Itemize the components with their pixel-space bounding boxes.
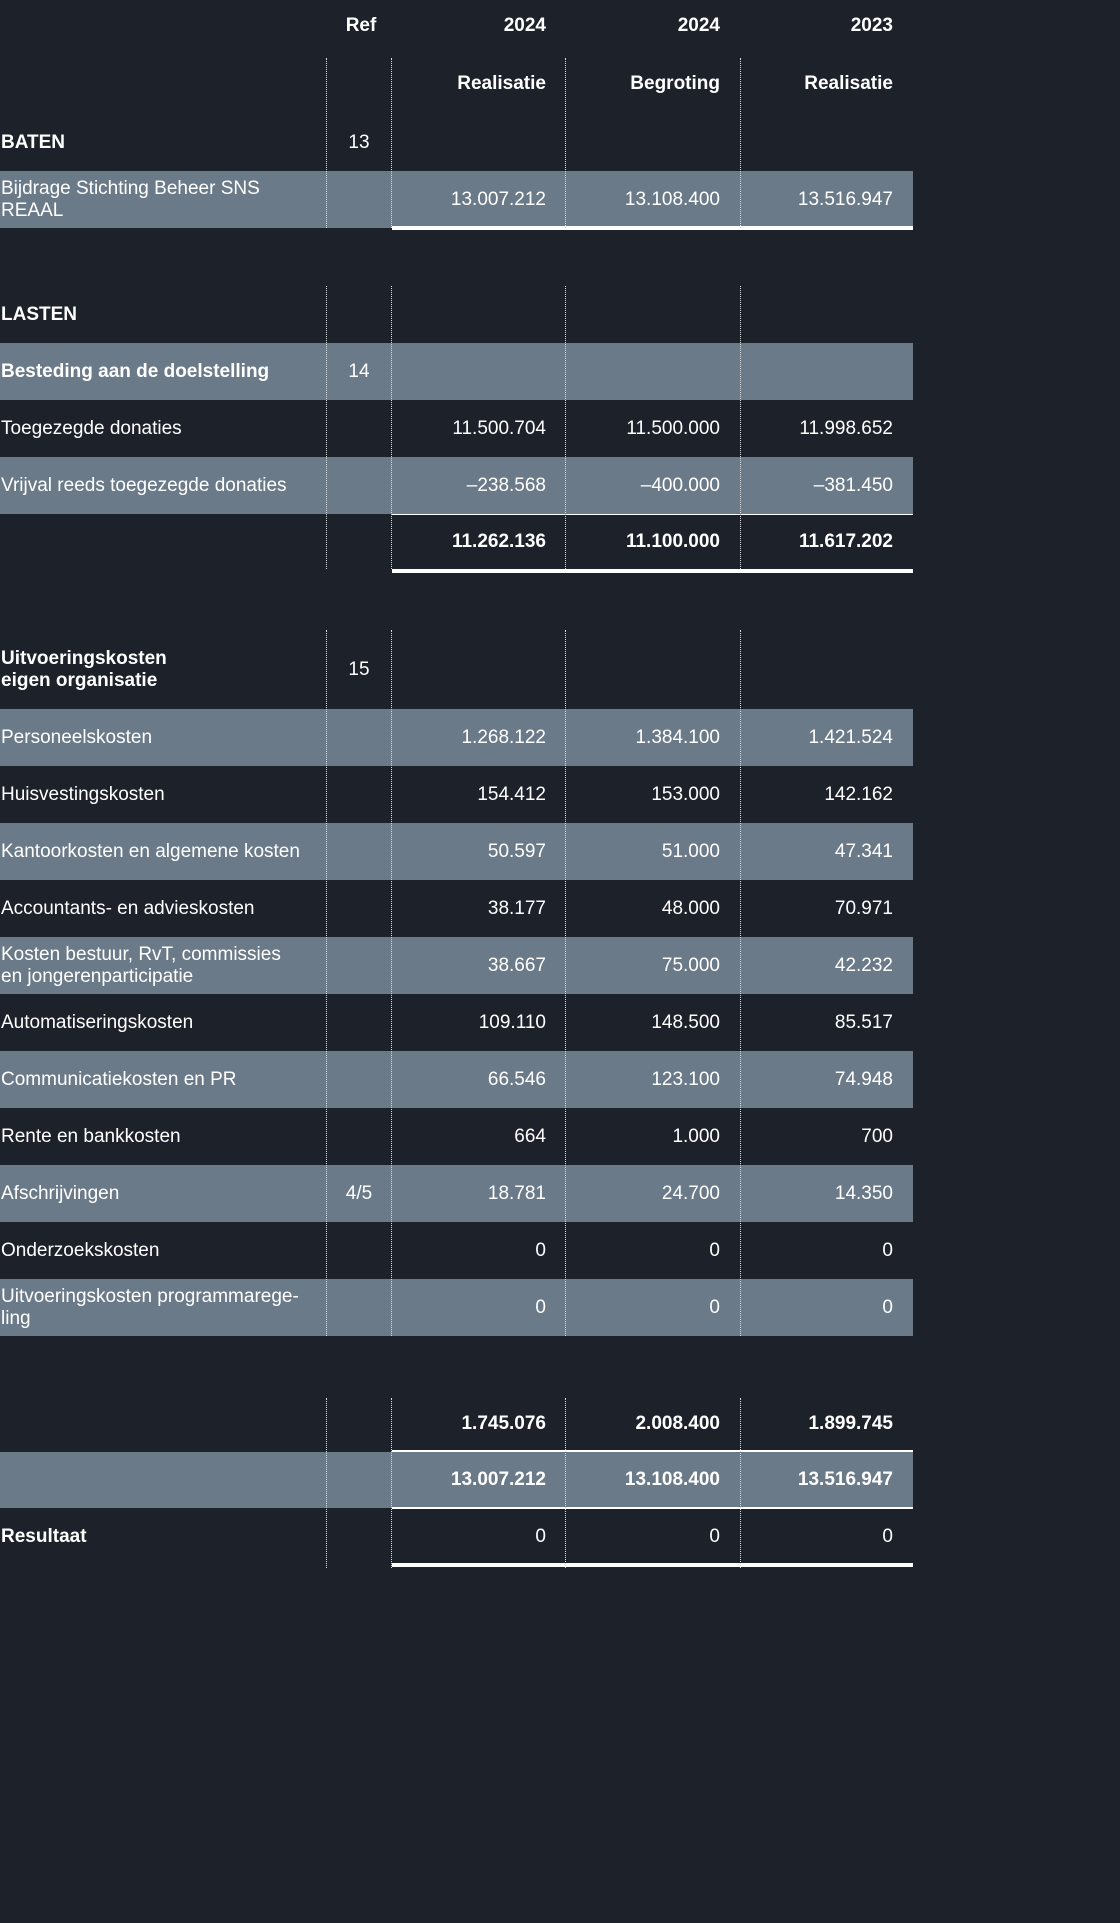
row-ref bbox=[326, 937, 392, 994]
value-2024-realisatie: 1.268.122 bbox=[461, 726, 546, 748]
value-2023-realisatie: 70.971 bbox=[834, 897, 893, 919]
row-label: Accountants- en advieskosten bbox=[1, 897, 255, 919]
value-2023-realisatie: 142.162 bbox=[824, 783, 893, 805]
table-row bbox=[0, 1108, 913, 1165]
header-year-2: 2024 bbox=[677, 15, 720, 36]
uitvoering-title-line-1: Uitvoeringskosten bbox=[1, 647, 167, 669]
besteding-title: Besteding aan de doelstelling bbox=[1, 360, 270, 382]
value-2024-begroting: 153.000 bbox=[651, 783, 720, 805]
value-2023-realisatie: 0 bbox=[882, 1239, 893, 1261]
lasten-heading-row bbox=[0, 286, 913, 343]
uitvoering-title-line-2: eigen organisatie bbox=[1, 669, 158, 691]
header-type-row bbox=[0, 58, 913, 110]
column-divider bbox=[740, 286, 741, 569]
column-divider bbox=[565, 630, 566, 1336]
value-2024-begroting: 75.000 bbox=[661, 954, 720, 976]
table-row bbox=[0, 1279, 913, 1336]
column-divider bbox=[391, 58, 392, 228]
value-2023-realisatie: –381.450 bbox=[813, 474, 893, 496]
value-2024-begroting: 1.384.100 bbox=[635, 726, 720, 748]
row-label-line-2: en jongerenparticipatie bbox=[1, 965, 194, 987]
lasten-total-2023-realisatie: 13.516.947 bbox=[797, 1469, 893, 1490]
value-2024-realisatie: 13.007.212 bbox=[450, 188, 546, 210]
row-label: Toegezegde donaties bbox=[1, 417, 182, 439]
column-divider bbox=[326, 630, 327, 1336]
table-row bbox=[0, 937, 913, 994]
value-2024-begroting: 0 bbox=[709, 1296, 720, 1318]
value-2024-begroting: 48.000 bbox=[661, 897, 720, 919]
value-2024-begroting: 0 bbox=[709, 1239, 720, 1261]
table-row bbox=[0, 823, 913, 880]
table-row bbox=[0, 1051, 913, 1108]
row-ref bbox=[326, 766, 392, 823]
value-2024-begroting: 24.700 bbox=[661, 1182, 720, 1204]
resultaat-2024-begroting: 0 bbox=[709, 1526, 720, 1547]
besteding-ref: 14 bbox=[348, 360, 370, 382]
row-label: Kantoorkosten en algemene kosten bbox=[1, 840, 300, 862]
column-divider bbox=[740, 1398, 741, 1568]
row-label-line-2: ling bbox=[1, 1307, 31, 1329]
column-divider bbox=[326, 1398, 327, 1568]
baten-ref: 13 bbox=[348, 131, 370, 153]
table-row bbox=[0, 1165, 913, 1222]
uitvoering-heading-row bbox=[0, 630, 913, 709]
value-2024-realisatie: 109.110 bbox=[478, 1011, 546, 1033]
besteding-total-row bbox=[0, 515, 913, 569]
value-2023-realisatie: 11.998.652 bbox=[799, 417, 893, 439]
row-ref bbox=[326, 823, 392, 880]
subtotal-2023-realisatie: 1.899.745 bbox=[808, 1413, 893, 1434]
header-years-row bbox=[0, 0, 913, 52]
value-2023-realisatie: 0 bbox=[882, 1296, 893, 1318]
table-row bbox=[0, 880, 913, 937]
value-2023-realisatie: 700 bbox=[861, 1125, 893, 1147]
value-2024-begroting: –400.000 bbox=[640, 474, 720, 496]
row-ref bbox=[326, 994, 392, 1051]
row-label: Vrijval reeds toegezegde donaties bbox=[1, 474, 287, 496]
row-label: Bijdrage Stichting Beheer SNS REAAL bbox=[1, 177, 260, 221]
row-label: Onderzoekskosten bbox=[1, 1239, 160, 1261]
resultaat-rule bbox=[392, 1563, 913, 1567]
value-2024-begroting: 1.000 bbox=[672, 1125, 720, 1147]
table-row bbox=[0, 400, 913, 457]
value-2024-realisatie: –238.568 bbox=[466, 474, 546, 496]
row-ref bbox=[326, 1222, 392, 1279]
value-2023-realisatie: 13.516.947 bbox=[797, 188, 893, 210]
column-divider bbox=[391, 1398, 392, 1568]
row-label: Afschrijvingen bbox=[1, 1182, 120, 1204]
table-row bbox=[0, 1222, 913, 1279]
besteding-heading-row bbox=[0, 343, 913, 400]
column-divider bbox=[391, 630, 392, 1336]
value-2023-realisatie: 47.341 bbox=[834, 840, 893, 862]
subtotal-2024-begroting: 2.008.400 bbox=[635, 1413, 720, 1434]
lasten-title: LASTEN bbox=[1, 303, 77, 325]
value-2023-realisatie: 1.421.524 bbox=[808, 726, 893, 748]
row-ref bbox=[326, 1279, 392, 1336]
column-divider bbox=[565, 286, 566, 569]
table-row bbox=[0, 171, 913, 228]
row-label: Personeelskosten bbox=[1, 726, 153, 748]
row-label-line-1: Uitvoeringskosten programmarege- bbox=[1, 1285, 299, 1307]
header-ref: Ref bbox=[345, 15, 377, 36]
row-label bbox=[0, 937, 326, 994]
row-label: Huisvestingskosten bbox=[1, 783, 165, 805]
subtotal-2024-realisatie: 1.745.076 bbox=[461, 1413, 546, 1434]
column-divider bbox=[326, 286, 327, 569]
value-2024-realisatie: 0 bbox=[535, 1296, 546, 1318]
row-ref bbox=[326, 880, 392, 937]
resultaat-label: Resultaat bbox=[1, 1526, 87, 1547]
lasten-total-row bbox=[0, 1452, 913, 1508]
value-2023-realisatie: 74.948 bbox=[834, 1068, 893, 1090]
baten-title: BATEN bbox=[1, 131, 66, 153]
value-2024-begroting: 123.100 bbox=[651, 1068, 720, 1090]
row-ref: 4/5 bbox=[345, 1182, 373, 1204]
value-2024-begroting: 11.500.000 bbox=[626, 417, 720, 439]
row-ref bbox=[326, 709, 392, 766]
value-2024-realisatie: 18.781 bbox=[487, 1182, 546, 1204]
value-2024-realisatie: 66.546 bbox=[487, 1068, 546, 1090]
lasten-total-rule-bottom bbox=[392, 1507, 913, 1509]
table-row bbox=[0, 994, 913, 1051]
value-2024-realisatie: 0 bbox=[535, 1239, 546, 1261]
row-ref bbox=[326, 1108, 392, 1165]
column-divider bbox=[326, 58, 327, 228]
column-divider bbox=[740, 58, 741, 228]
row-label: Communicatiekosten en PR bbox=[1, 1068, 237, 1090]
uitvoering-ref: 15 bbox=[348, 658, 370, 680]
column-divider bbox=[565, 1398, 566, 1568]
header-year-3: 2023 bbox=[850, 15, 893, 36]
column-divider bbox=[740, 630, 741, 1336]
header-sub-1: Realisatie bbox=[457, 73, 546, 94]
table-row bbox=[0, 766, 913, 823]
value-2024-realisatie: 664 bbox=[514, 1125, 546, 1147]
lasten-total-rule-top bbox=[392, 1450, 913, 1452]
value-2023-realisatie: 42.232 bbox=[834, 954, 893, 976]
table-row bbox=[0, 709, 913, 766]
value-2023-realisatie: 14.350 bbox=[834, 1182, 893, 1204]
header-year-1: 2024 bbox=[503, 15, 546, 36]
value-2024-realisatie: 38.177 bbox=[487, 897, 546, 919]
value-2024-realisatie: 11.500.704 bbox=[452, 417, 546, 439]
resultaat-2024-realisatie: 0 bbox=[535, 1526, 546, 1547]
baten-total-rule bbox=[392, 226, 913, 230]
total-2024-realisatie: 11.262.136 bbox=[451, 531, 546, 552]
value-2024-realisatie: 50.597 bbox=[487, 840, 546, 862]
header-sub-2: Begroting bbox=[630, 73, 720, 94]
value-2024-realisatie: 154.412 bbox=[477, 783, 546, 805]
resultaat-row bbox=[0, 1510, 913, 1564]
total-2023-realisatie: 11.617.202 bbox=[798, 531, 893, 552]
besteding-total-rule bbox=[392, 569, 913, 573]
lasten-total-2024-realisatie: 13.007.212 bbox=[450, 1469, 546, 1490]
value-2023-realisatie: 85.517 bbox=[834, 1011, 893, 1033]
total-2024-begroting: 11.100.000 bbox=[625, 531, 720, 552]
row-ref bbox=[326, 1051, 392, 1108]
row-label: Rente en bankkosten bbox=[1, 1125, 181, 1147]
header-sub-3: Realisatie bbox=[804, 73, 893, 94]
value-2024-begroting: 148.500 bbox=[651, 1011, 720, 1033]
resultaat-2023-realisatie: 0 bbox=[882, 1526, 893, 1547]
table-row bbox=[0, 457, 913, 514]
row-label: Automatiseringskosten bbox=[1, 1011, 194, 1033]
row-label bbox=[0, 1279, 326, 1336]
column-divider bbox=[391, 286, 392, 569]
baten-heading-row bbox=[0, 114, 913, 171]
column-divider bbox=[565, 58, 566, 228]
value-2024-begroting: 13.108.400 bbox=[624, 188, 720, 210]
uitvoering-subtotal-row bbox=[0, 1398, 913, 1450]
uitvoering-title bbox=[0, 630, 326, 709]
row-label-line-1: Kosten bestuur, RvT, commissies bbox=[1, 943, 281, 965]
value-2024-realisatie: 38.667 bbox=[487, 954, 546, 976]
lasten-total-2024-begroting: 13.108.400 bbox=[624, 1469, 720, 1490]
value-2024-begroting: 51.000 bbox=[661, 840, 720, 862]
